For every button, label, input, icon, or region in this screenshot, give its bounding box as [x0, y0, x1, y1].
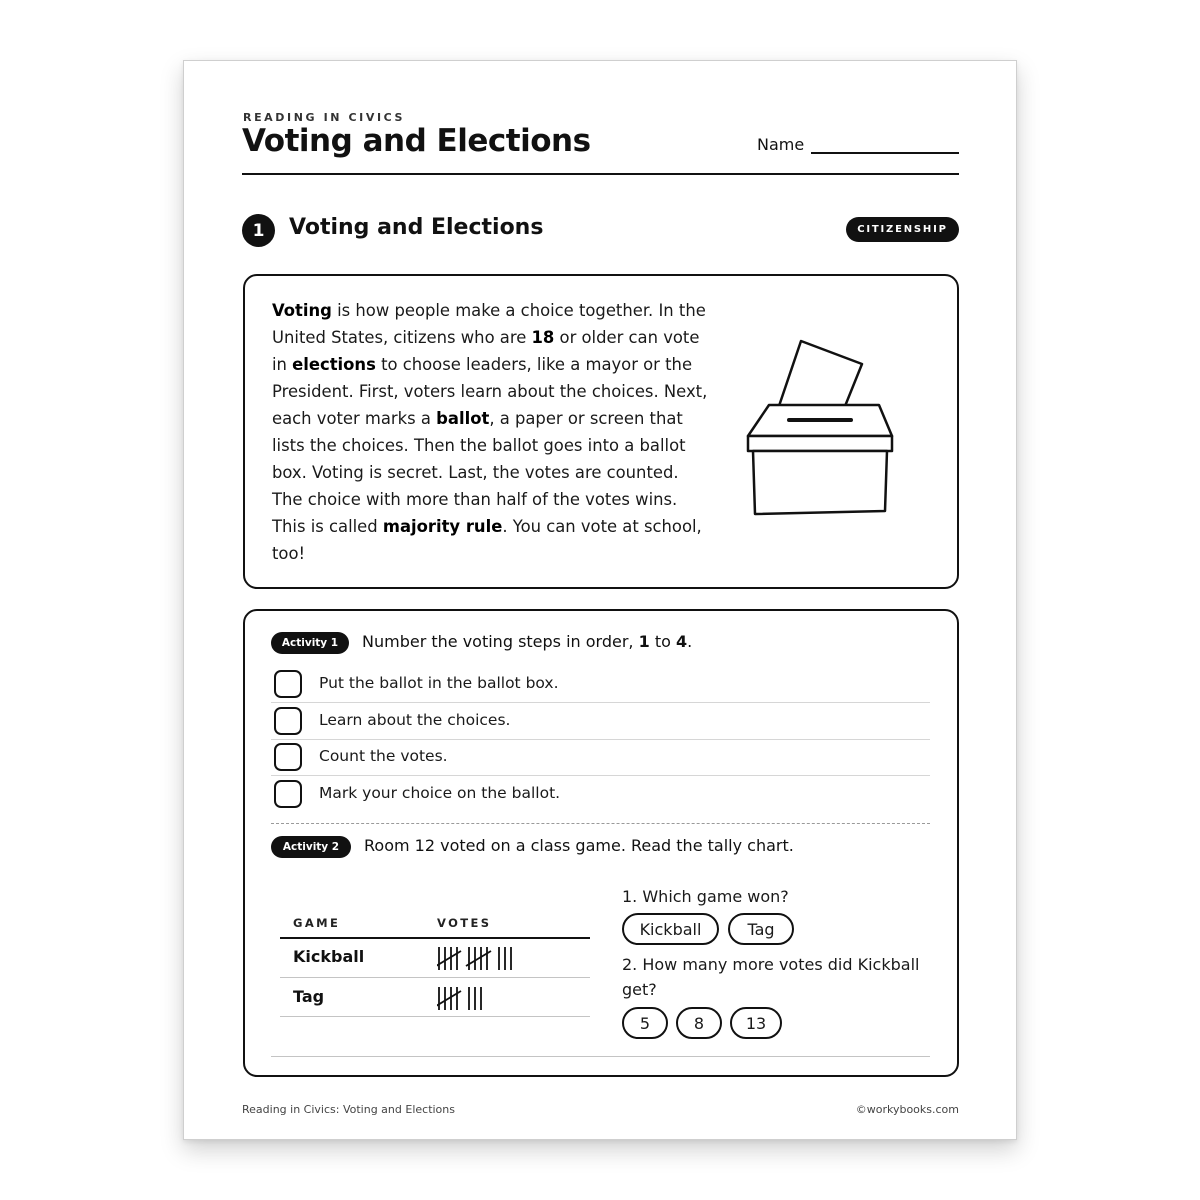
key-term: ballot: [436, 409, 490, 428]
name-write-line[interactable]: [811, 152, 959, 154]
tally-group-five: [466, 947, 491, 970]
step-text: Mark your choice on the ballot.: [319, 784, 561, 802]
table-header-game: GAME: [293, 916, 341, 930]
activity-divider: [271, 823, 930, 824]
passage-text: or older can vote in: [272, 328, 700, 374]
step-text: Learn about the choices.: [319, 711, 511, 729]
answer-option-8[interactable]: 8: [676, 1007, 722, 1039]
table-row-rule: [280, 977, 590, 978]
passage-text: . You can vote at school, too!: [272, 517, 702, 563]
key-term: 18: [531, 328, 555, 347]
answer-option-5[interactable]: 5: [622, 1007, 668, 1039]
worksheet-page: [183, 60, 1017, 1140]
activity-2-badge: Activity 2: [271, 836, 351, 858]
tally-marks-tag: [437, 983, 527, 1013]
activity-bottom-rule: [271, 1056, 930, 1057]
name-label: Name: [757, 135, 805, 154]
step-number-box[interactable]: [274, 707, 302, 735]
key-term: Voting: [272, 301, 332, 320]
series-label: READING IN CIVICS: [243, 111, 406, 124]
question-2: 2. How many more votes did Kickball get?: [622, 955, 920, 999]
passage-text: , a paper or screen that lists the choices. Then the ballot goes into a ballot box. Voting is secret. Last, the votes are counted. The choice with more than half of the votes wins. This is called: [272, 409, 686, 536]
step-number-box[interactable]: [274, 780, 302, 808]
section-number-badge: 1: [242, 214, 275, 247]
passage-text: is how people make a choice together. In the United States, citizens who are: [272, 301, 706, 347]
answer-option-13[interactable]: 13: [730, 1007, 782, 1039]
step-row: [271, 777, 930, 813]
table-row-game: Tag: [293, 987, 325, 1006]
table-row-game: Kickball: [293, 947, 365, 966]
step-number-box[interactable]: [274, 743, 302, 771]
activity-1-instruction: Number the voting steps in order, 1 to 4.: [362, 632, 693, 651]
tally-group-five: [437, 947, 461, 970]
footer-title: Reading in Civics: Voting and Elections: [242, 1103, 455, 1116]
step-number-box[interactable]: [274, 670, 302, 698]
header-divider: [242, 173, 959, 175]
passage-text: to choose leaders, like a mayor or the President. First, voters learn about the choices. Next, each voter marks a: [272, 355, 708, 428]
activity-2-instruction: Room 12 voted on a class game. Read the tally chart.: [364, 836, 794, 855]
tally-group: [469, 987, 481, 1010]
answer-option-kickball[interactable]: Kickball: [622, 913, 719, 945]
step-row: [271, 740, 930, 776]
table-row-rule: [280, 1016, 590, 1017]
answer-option-tag[interactable]: Tag: [728, 913, 794, 945]
tally-marks-kickball: [437, 943, 527, 973]
page-title: Voting and Elections: [242, 123, 591, 159]
tally-group: [499, 947, 511, 970]
step-text: Count the votes.: [319, 747, 448, 765]
step-row: [271, 704, 930, 740]
activity-1-badge: Activity 1: [271, 632, 349, 654]
footer-copyright: ©workybooks.com: [855, 1103, 959, 1116]
key-term: majority rule: [382, 517, 503, 536]
reading-passage: [272, 297, 712, 567]
table-header-votes: VOTES: [437, 916, 492, 930]
topic-tag: CITIZENSHIP: [846, 217, 959, 242]
step-row: [271, 667, 930, 703]
step-text: Put the ballot in the ballot box.: [319, 674, 559, 692]
key-term: elections: [292, 355, 376, 374]
question-1: 1. Which game won?: [622, 887, 789, 906]
ballot-box-icon: [739, 336, 909, 526]
section-title: Voting and Elections: [289, 215, 544, 240]
tally-group-five: [437, 987, 461, 1010]
table-header-rule: [280, 937, 590, 939]
